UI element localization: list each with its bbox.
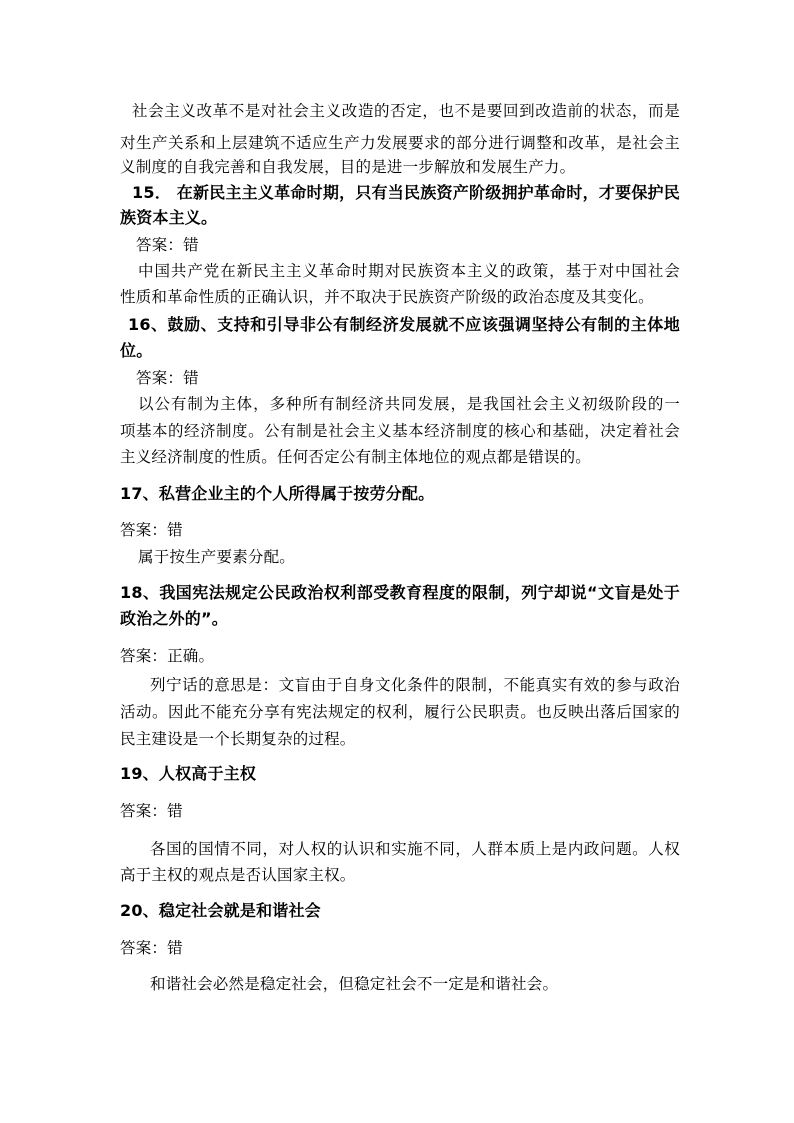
explanation-15-line-1: 中国共产党在新民主主义革命时期对民族资本主义的政策，基于对中国社会 — [138, 262, 680, 280]
question-16-line-1: 16、鼓励、支持和引导非公有制经济发展就不应该强调坚持公有制的主体地 — [128, 315, 680, 334]
question-18-line-1: 18、我国宪法规定公民政治权利部受教育程度的限制，列宁却说“文盲是处于 — [120, 583, 680, 602]
question-15-line-2: 族资本主义。 — [120, 208, 218, 227]
explanation-18-line-3: 民主建设是一个长期复杂的过程。 — [120, 730, 356, 748]
explanation-18-line-2: 活动。因此不能充分享有宪法规定的权利，履行公民职责。也反映出落后国家的 — [120, 703, 680, 721]
explanation-16-line-2: 项基本的经济制度。公有制是社会主义基本经济制度的核心和基础，决定着社会 — [120, 422, 680, 440]
question-16-line-2: 位。 — [120, 341, 153, 360]
answer-18: 答案：正确。 — [120, 647, 215, 665]
answer-19: 答案：错 — [120, 802, 183, 820]
question-15-line-1: 15． 在新民主主义革命时期，只有当民族资产阶级拥护革命时，才要保护民 — [132, 183, 680, 202]
explanation-19-line-1: 各国的国情不同，对人权的认识和实施不同，人群本质上是内政问题。人权 — [150, 840, 680, 858]
explanation-18-line-1: 列宁话的意思是：文盲由于自身文化条件的限制，不能真实有效的参与政治 — [150, 676, 680, 694]
question-17: 17、私营企业主的个人所得属于按劳分配。 — [120, 484, 435, 503]
explanation-15-line-2: 性质和革命性质的正确认识，并不取决于民族资产阶级的政治态度及其变化。 — [120, 288, 654, 306]
paragraph-reform-line-2: 对生产关系和上层建筑不适应生产力发展要求的部分进行调整和改革，是社会主 — [120, 134, 680, 152]
question-18-line-2: 政治之外的”。 — [120, 609, 228, 628]
paragraph-reform-line-3: 义制度的自我完善和自我发展，目的是进一步解放和发展生产力。 — [120, 158, 576, 176]
explanation-17: 属于按生产要素分配。 — [138, 548, 296, 566]
answer-20: 答案：错 — [120, 939, 183, 957]
question-20: 20、稳定社会就是和谐社会 — [120, 901, 321, 920]
explanation-16-line-1: 以公有制为主体，多种所有制经济共同发展，是我国社会主义初级阶段的一 — [138, 395, 680, 413]
answer-16: 答案：错 — [136, 369, 199, 387]
explanation-20: 和谐社会必然是稳定社会，但稳定社会不一定是和谐社会。 — [150, 975, 559, 993]
answer-17: 答案：错 — [120, 521, 183, 539]
answer-15: 答案：错 — [136, 236, 199, 254]
question-19: 19、人权高于主权 — [120, 764, 257, 783]
explanation-19-line-2: 高于主权的观点是否认国家主权。 — [120, 866, 356, 884]
paragraph-reform-line-1: 社会主义改革不是对社会主义改造的否定，也不是要回到改造前的状态，而是 — [132, 102, 680, 120]
explanation-16-line-3: 主义经济制度的性质。任何否定公有制主体地位的观点都是错误的。 — [120, 448, 592, 466]
